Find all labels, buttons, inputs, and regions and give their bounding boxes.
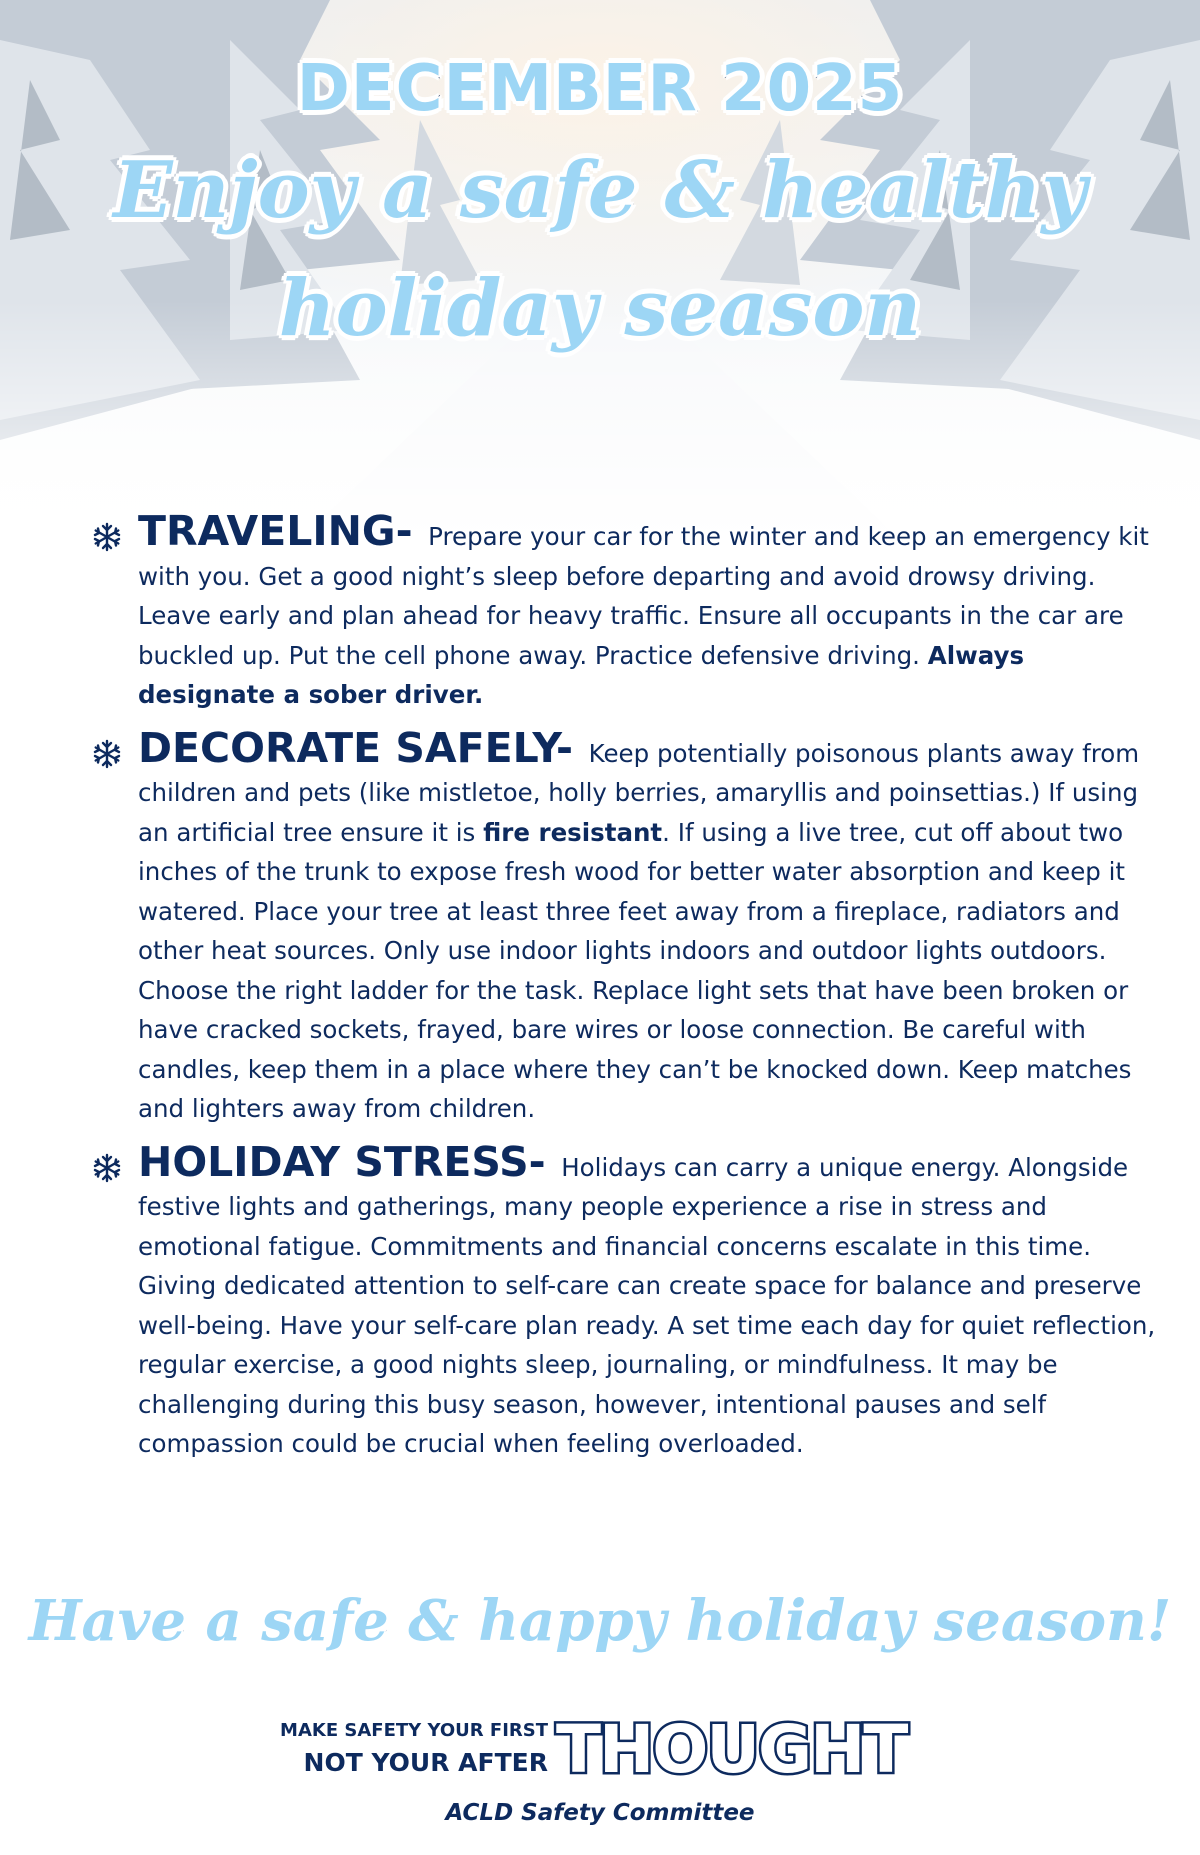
section-body-after: . If using a live tree, cut off about two inches of the trunk to expose fresh wood for better water absorption and keep it watered. Place your tree at least three feet away from a fireplace, radiators and other heat sources. Only use indoor lights indoors and outdoor lights outdoors. Choose the right ladder for the task. Replace light sets that have been broken or have cracked sockets, frayed, bare wires or loose connection. Be careful with candles, keep them in a place where they can’t be knocked down. Keep matches and lighters away from children. — [138, 817, 1132, 1123]
section-body: Holidays can carry a unique energy. Alongside festive lights and gatherings, many people experience a rise in stress and emotional fatigue. Commitments and financial concerns escalate in this time. Giving dedicated attention to self-care can create space for balance and preserve well-being. Have your self-care plan ready. A set time each day for quiet reflection, regular exercise, a good nights sleep, journaling, or mindfulness. It may be challenging during this busy season, however, intentional pauses and self compassion could be crucial when feeling overloaded. — [138, 1152, 1156, 1458]
section-holiday-stress — [88, 1137, 1163, 1464]
header-subtitle-line2: holiday season — [278, 263, 922, 354]
section-decorate-safely — [88, 723, 1163, 1129]
snowflake-icon — [92, 522, 122, 552]
section-emphasis: Always designate a sober driver. — [138, 640, 1025, 709]
slogan-big-word: THOUGHT — [556, 1711, 907, 1788]
safety-slogan — [250, 1712, 950, 1792]
slogan-line2: NOT YOUR AFTER — [303, 1748, 548, 1777]
snowflake-icon — [92, 1153, 122, 1183]
section-title: HOLIDAY STRESS- — [138, 1137, 546, 1186]
section-emphasis: fire resistant — [483, 817, 663, 847]
committee-signature: ACLD Safety Committee — [445, 1800, 755, 1826]
section-body-before: Keep potentially poisonous plants away from children and pets (like mistletoe, holly berries, amaryllis and poinsettias.) If using an artificial tree ensure it is — [138, 738, 1140, 847]
section-title: TRAVELING- — [138, 507, 413, 555]
section-traveling — [88, 507, 1163, 715]
closing-message: Have a safe & happy holiday season! — [28, 1588, 1172, 1654]
header-subtitle-line1: Enjoy a safe & healthy — [113, 145, 1087, 236]
slogan-line1: MAKE SAFETY YOUR FIRST — [280, 1720, 548, 1741]
tips-content — [88, 507, 1163, 1478]
section-title: DECORATE SAFELY- — [138, 723, 574, 772]
header-month-title: DECEMBER 2025 — [296, 52, 904, 126]
snowflake-icon — [92, 739, 122, 769]
section-body: Prepare your car for the winter and keep an emergency kit with you. Get a good night’s sleep before departing and avoid drowsy driving. Leave early and plan ahead for heavy traffic. Ensure all occupants in the car are buckled up. Put the cell phone away. Practice defensive driving. — [138, 522, 1149, 670]
